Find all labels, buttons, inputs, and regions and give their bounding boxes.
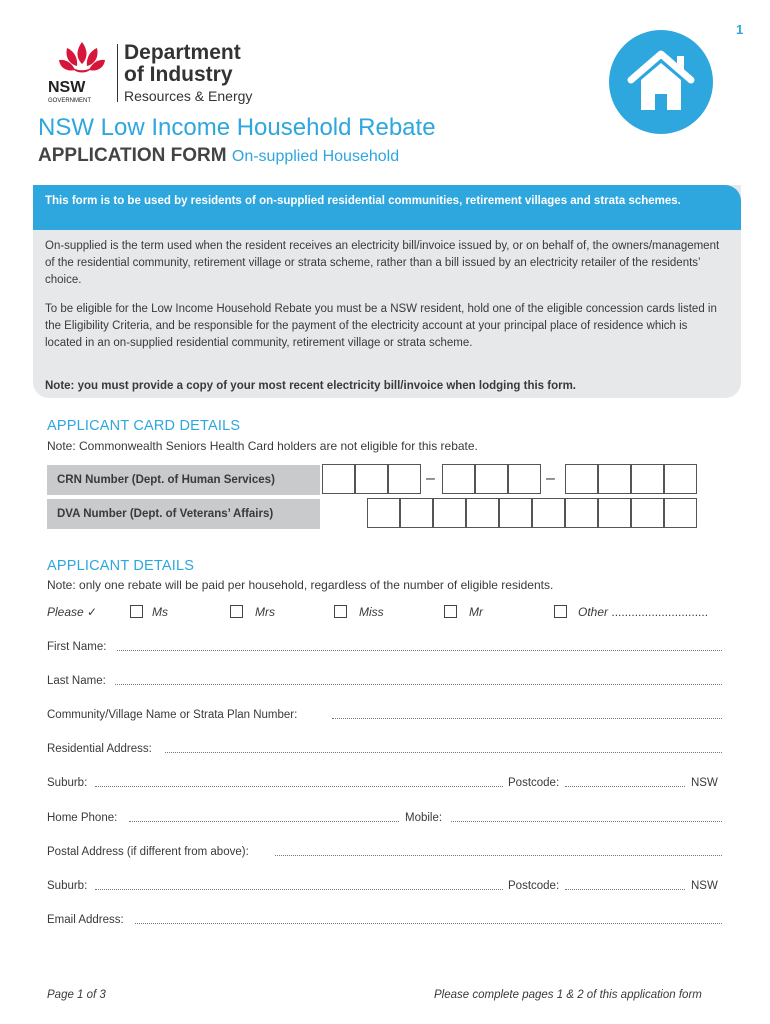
crn-digit-box[interactable] <box>475 464 508 494</box>
mobile-label: Mobile: <box>405 812 443 824</box>
applicant-section-title: APPLICANT DETAILS <box>47 558 195 574</box>
dva-digit-box[interactable] <box>400 498 433 528</box>
email-row <box>47 914 722 926</box>
nsw-label: NSW <box>691 777 718 789</box>
residential-address-row <box>47 743 722 755</box>
last-name-label: Last Name: <box>47 675 106 687</box>
page-number: 1 <box>736 22 744 37</box>
form-subtitle: On-supplied Household <box>231 148 400 165</box>
community-row <box>47 709 722 721</box>
please-tick-label: Please ✓ <box>47 605 98 619</box>
info-paragraph-2: To be eligible for the Low Income Household Rebate you must be a NSW resident, hold one of the eligible concession cards listed in the Eligibility Criteria, and be responsible for the payment of the electricity account at your principal place of residence which is located in an on-supplied residential community, retirement village or strata scheme. <box>45 303 717 349</box>
dva-label: DVA Number (Dept. of Veterans’ Affairs) <box>57 508 274 520</box>
postal-address-row <box>47 846 722 858</box>
email-label: Email Address: <box>47 914 124 926</box>
checkbox-mr[interactable] <box>444 605 457 618</box>
house-icon <box>609 30 713 134</box>
crn-dash-2: – <box>546 470 555 487</box>
checkbox-ms[interactable] <box>130 605 143 618</box>
suburb2-label: Suburb: <box>47 880 88 892</box>
postcode-input[interactable] <box>565 785 685 787</box>
card-section-title: APPLICANT CARD DETAILS <box>47 418 241 434</box>
dva-digit-box[interactable] <box>532 498 565 528</box>
department-line3: Resources & Energy <box>124 88 253 104</box>
crn-digit-box[interactable] <box>631 464 664 494</box>
phone-row <box>47 812 722 824</box>
postcode-label: Postcode: <box>508 777 560 789</box>
mobile-input[interactable] <box>451 820 722 822</box>
card-section-note: Note: Commonwealth Seniors Health Card holders are not eligible for this rebate. <box>47 439 478 453</box>
crn-digit-box[interactable] <box>322 464 355 494</box>
title-miss-label: Miss <box>359 605 384 619</box>
community-label: Community/Village Name or Strata Plan Number: <box>47 709 298 721</box>
residential-address-input[interactable] <box>165 751 722 753</box>
nsw2-label: NSW <box>691 880 718 892</box>
dva-digit-box[interactable] <box>664 498 697 528</box>
checkbox-other[interactable] <box>554 605 567 618</box>
postal-address-input[interactable] <box>275 854 722 856</box>
form-title-main: APPLICATION FORM <box>38 145 227 166</box>
form-title <box>38 145 399 167</box>
crn-digit-box[interactable] <box>355 464 388 494</box>
footer-page-label: Page 1 of 3 <box>47 989 106 1001</box>
suburb-row <box>47 777 722 789</box>
checkbox-mrs[interactable] <box>230 605 243 618</box>
crn-digit-box[interactable] <box>508 464 541 494</box>
crn-dash-1: – <box>426 470 435 487</box>
suburb-input[interactable] <box>95 785 503 787</box>
email-input[interactable] <box>135 922 722 924</box>
first-name-label: First Name: <box>47 641 107 653</box>
title-other-label <box>578 605 708 619</box>
crn-digit-box[interactable] <box>442 464 475 494</box>
department-line1: Department <box>124 41 241 64</box>
title-mr-label: Mr <box>469 605 483 619</box>
title-other-text: Other <box>578 605 609 619</box>
title-mrs-label: Mrs <box>255 605 275 619</box>
department-line2: of Industry <box>124 63 233 86</box>
first-name-row <box>47 641 722 653</box>
dva-digit-box[interactable] <box>598 498 631 528</box>
logo-divider <box>117 44 118 102</box>
nsw-waratah-logo <box>45 40 120 105</box>
checkbox-miss[interactable] <box>334 605 347 618</box>
info-note: Note: you must provide a copy of your most recent electricity bill/invoice when lodging this form. <box>45 380 576 392</box>
crn-label: CRN Number (Dept. of Human Services) <box>57 474 275 486</box>
applicant-section-note: Note: only one rebate will be paid per household, regardless of the number of eligible residents. <box>47 578 554 592</box>
crn-digit-box[interactable] <box>565 464 598 494</box>
postcode2-input[interactable] <box>565 888 685 890</box>
house-badge <box>609 30 713 134</box>
dva-digit-box[interactable] <box>433 498 466 528</box>
logo-nsw-text: NSW <box>48 79 86 96</box>
last-name-row <box>47 675 722 687</box>
dva-digit-box[interactable] <box>499 498 532 528</box>
postcode2-label: Postcode: <box>508 880 560 892</box>
dva-digit-box[interactable] <box>466 498 499 528</box>
dva-digit-box[interactable] <box>631 498 664 528</box>
title-ms-label: Ms <box>152 605 168 619</box>
other-dots[interactable]: ............................. <box>611 605 709 619</box>
community-input[interactable] <box>332 717 722 719</box>
suburb-label: Suburb: <box>47 777 88 789</box>
crn-digit-box[interactable] <box>664 464 697 494</box>
home-phone-label: Home Phone: <box>47 812 118 824</box>
footer-instruction: Please complete pages 1 & 2 of this application form <box>434 989 702 1001</box>
crn-digit-box[interactable] <box>388 464 421 494</box>
page-title: NSW Low Income Household Rebate <box>38 114 436 141</box>
suburb2-row <box>47 880 722 892</box>
crn-digit-box[interactable] <box>598 464 631 494</box>
dva-digit-box[interactable] <box>367 498 400 528</box>
suburb2-input[interactable] <box>95 888 503 890</box>
dva-digit-box[interactable] <box>565 498 598 528</box>
residential-address-label: Residential Address: <box>47 743 152 755</box>
info-paragraph-1: On-supplied is the term used when the resident receives an electricity bill/invoice issued by, or on behalf of, the owners/management of the residential community, retirement village or strata scheme, rather than a bill issued by an electricity retailer of the residents’ choice. <box>45 240 720 286</box>
info-header-text: This form is to be used by residents of on-supplied residential communities, retirement villages and strata schemes. <box>45 195 681 207</box>
home-phone-input[interactable] <box>129 820 399 822</box>
postal-address-label: Postal Address (if different from above): <box>47 846 249 858</box>
logo-government-text: GOVERNMENT <box>48 98 92 104</box>
first-name-input[interactable] <box>117 649 722 651</box>
last-name-input[interactable] <box>115 683 722 685</box>
